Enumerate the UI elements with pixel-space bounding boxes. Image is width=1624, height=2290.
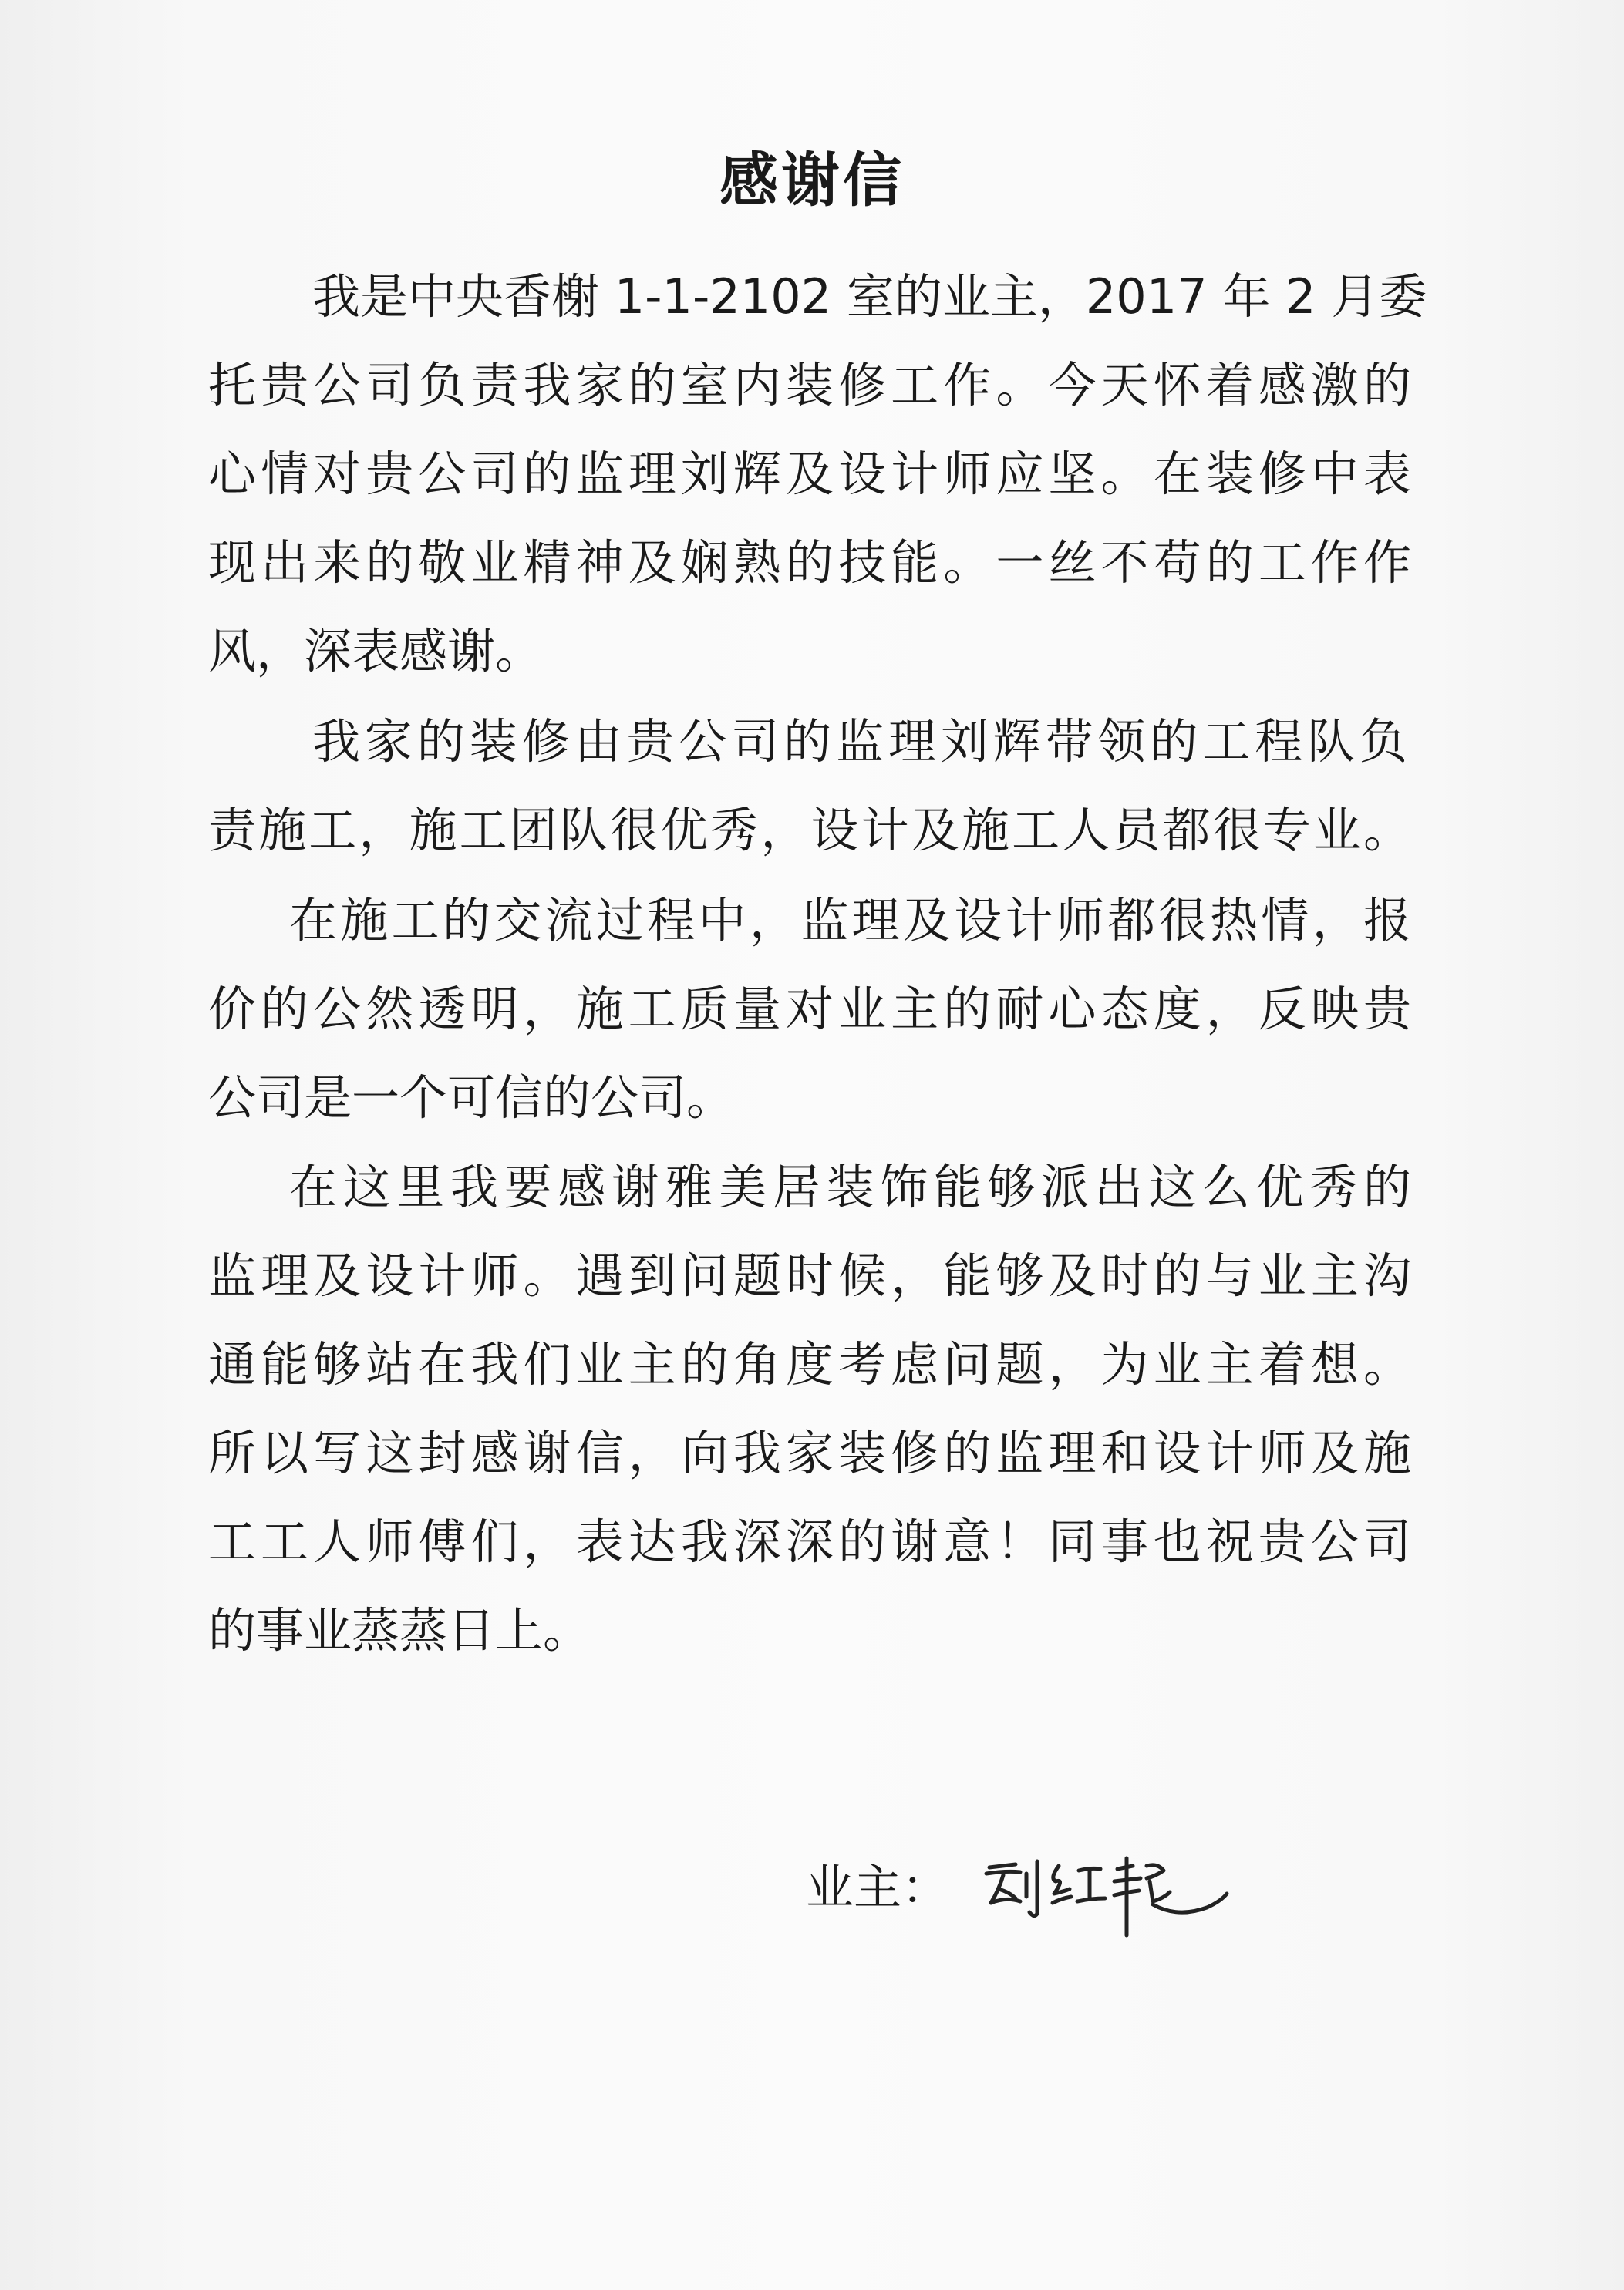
letter-line-6: 我家的装修由贵公司的监理刘辉带领的工程队负: [312, 713, 1407, 770]
letter-line-8: 在施工的交流过程中，监理及设计师都很热情，报: [289, 892, 1411, 948]
letter-line-9: 价的公然透明，施工质量对业主的耐心态度，反映贵: [208, 981, 1411, 1037]
letter-line-2: 托贵公司负责我家的室内装修工作。今天怀着感激的: [208, 357, 1411, 413]
letter-line-3: 心情对贵公司的监理刘辉及设计师应坚。在装修中表: [208, 446, 1411, 502]
letter-line-11: 在这里我要感谢雅美居装饰能够派出这么优秀的: [289, 1159, 1411, 1215]
letter-line-16: 的事业蒸蒸日上。: [208, 1602, 591, 1659]
letter-title: 感谢信: [719, 146, 905, 214]
letter-line-5: 风，深表感谢。: [208, 623, 544, 679]
letter-line-15: 工工人师傅们，表达我深深的谢意！同事也祝贵公司: [208, 1514, 1411, 1570]
letter-line-12: 监理及设计师。遇到问题时候，能够及时的与业主沟: [208, 1248, 1411, 1304]
handwritten-signature: [975, 1827, 1230, 1943]
signature-label: 业主：: [806, 1859, 950, 1915]
letter-line-7: 责施工，施工团队很优秀，设计及施工人员都很专业。: [208, 802, 1411, 858]
letter-line-10: 公司是一个可信的公司。: [208, 1069, 735, 1126]
letter-line-1: 我是中央香榭 1-1-2102 室的业主，2017 年 2 月委: [312, 268, 1427, 325]
letter-line-4: 现出来的敬业精神及娴熟的技能。一丝不苟的工作作: [208, 534, 1411, 591]
letter-line-14: 所以写这封感谢信，向我家装修的监理和设计师及施: [208, 1425, 1411, 1481]
letter-line-13: 通能够站在我们业主的角度考虑问题，为业主着想。: [208, 1336, 1411, 1393]
